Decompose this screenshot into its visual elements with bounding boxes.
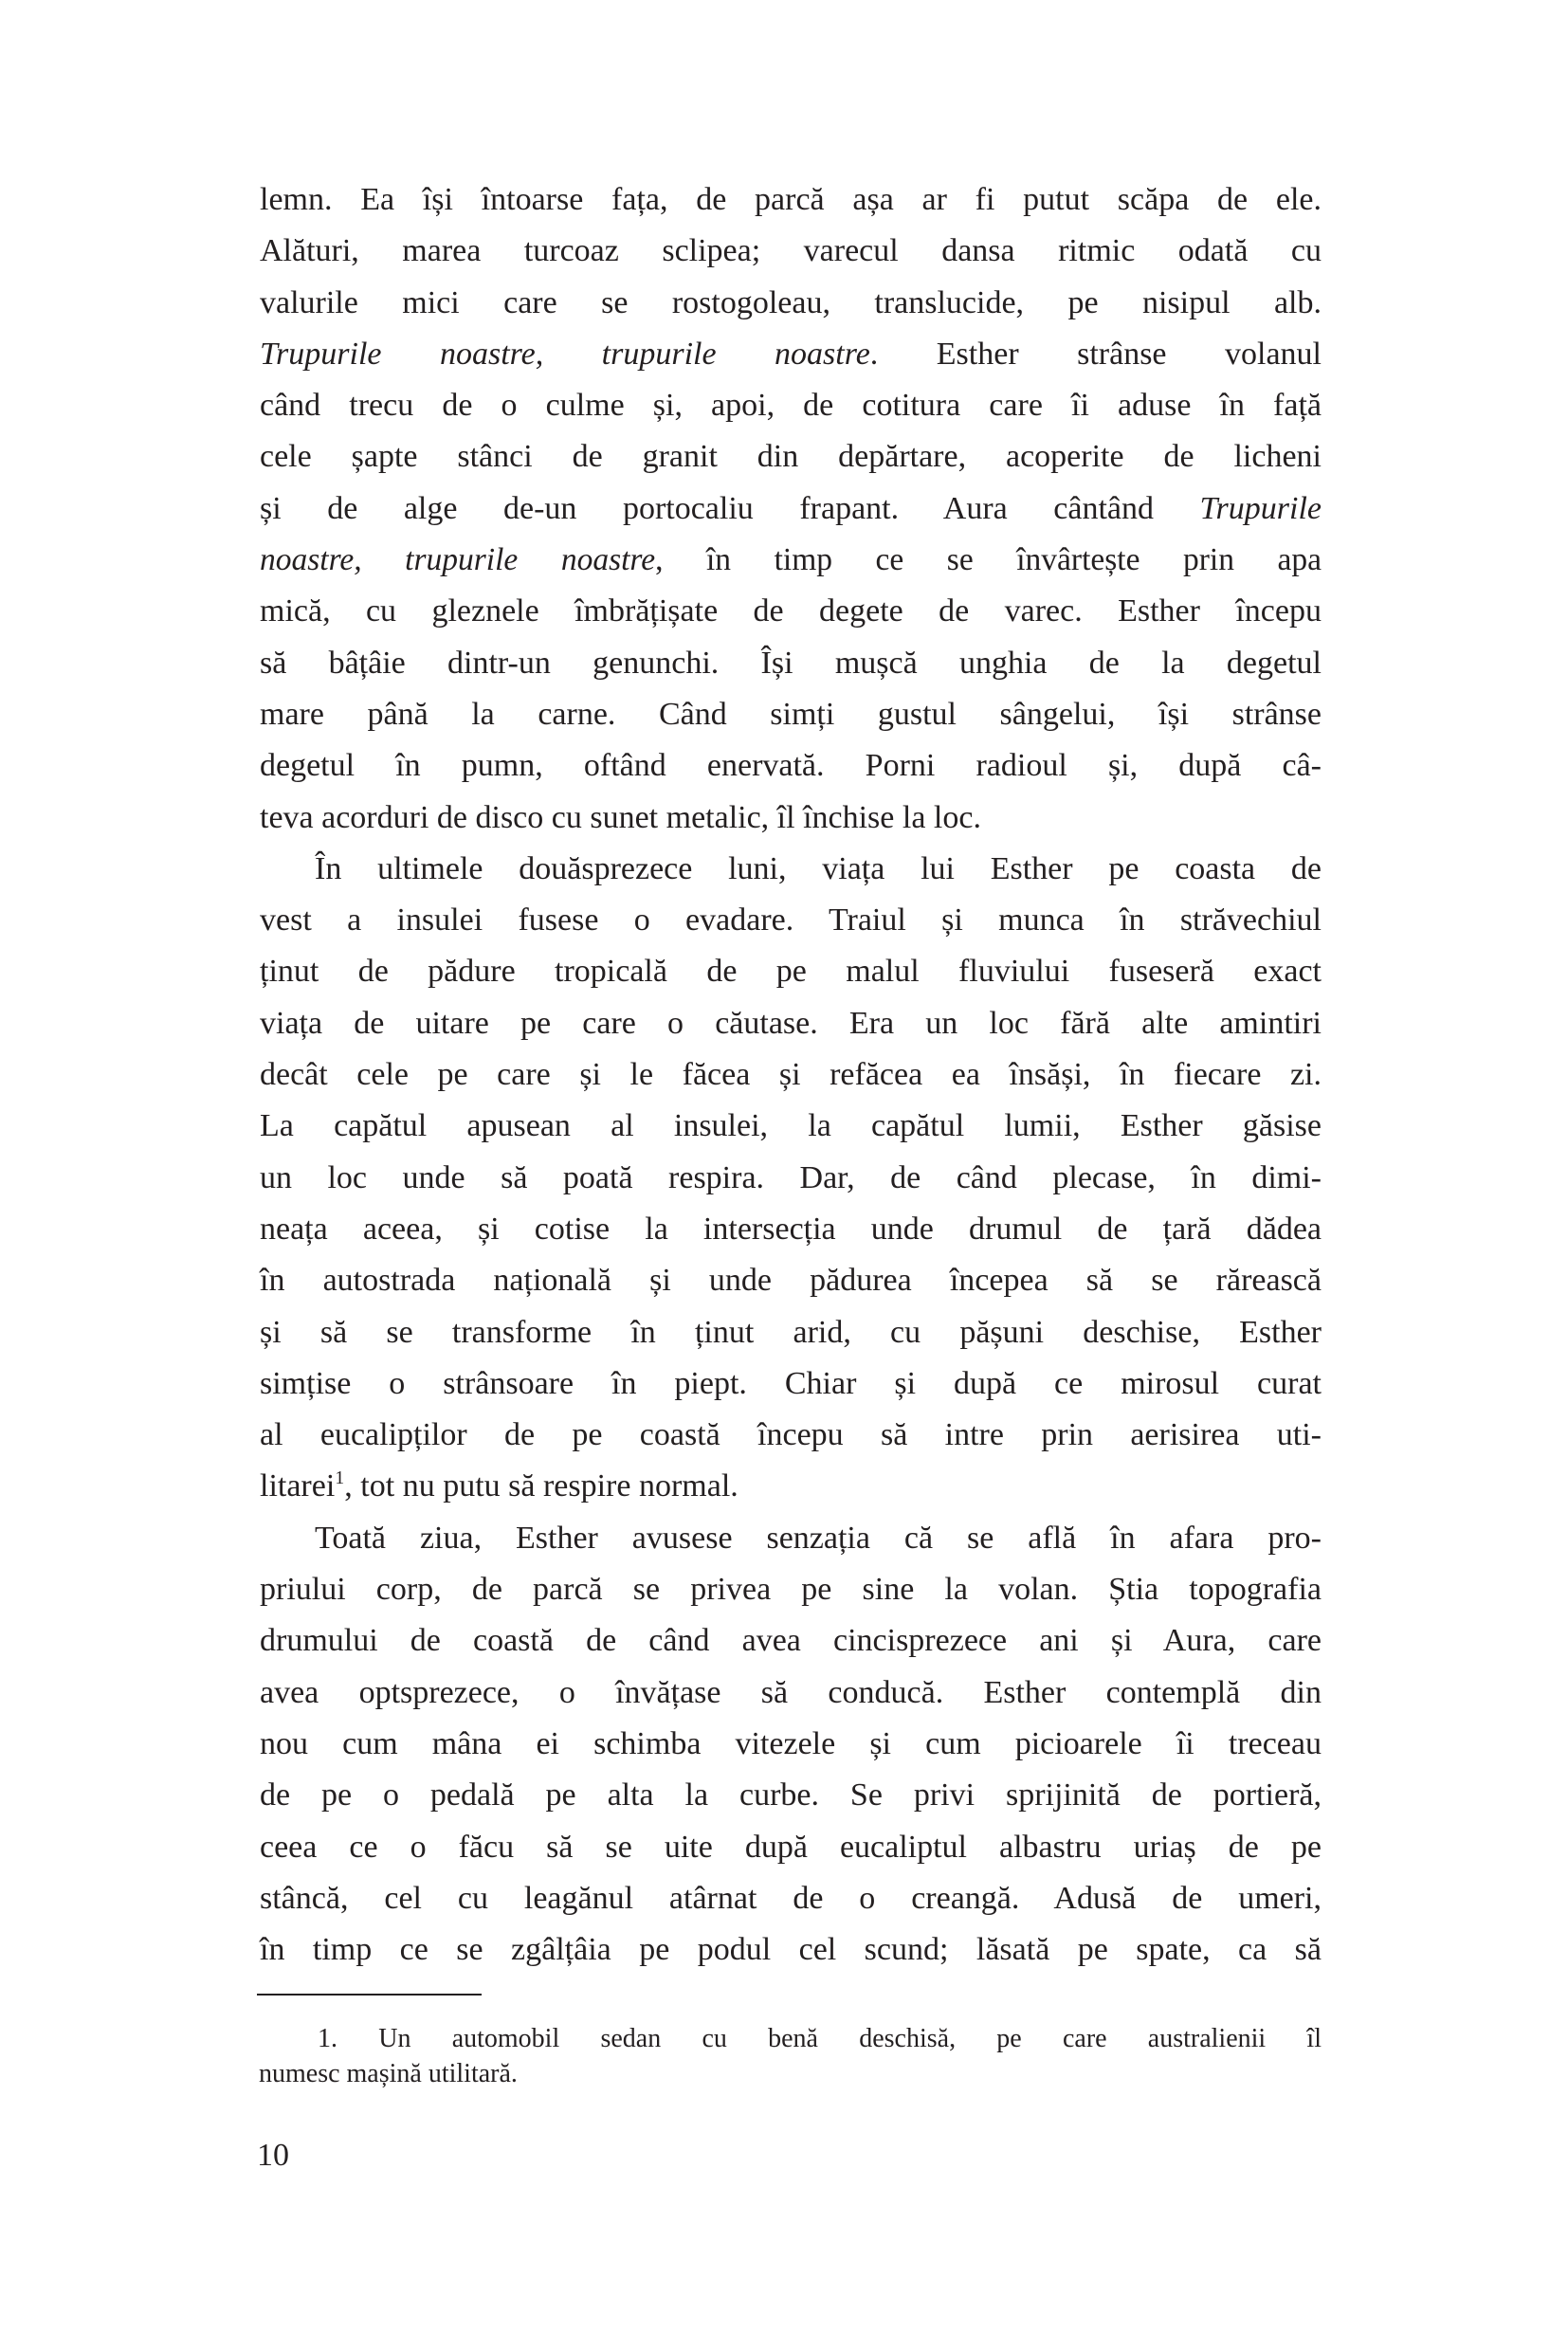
text-segment: stâncă, cel cu leagănul atârnat de o creangă. Adusă de umeri, <box>260 1880 1322 1916</box>
text-segment: când trecu de o culme și, apoi, de cotitura care îi aduse în față <box>260 388 1322 424</box>
text-line <box>260 535 1322 586</box>
text-segment: un loc unde să poată respira. Dar, de când plecase, în dimi- <box>260 1159 1322 1195</box>
paragraph <box>260 844 1322 1513</box>
footnote-reference[interactable]: 1 <box>335 1467 345 1489</box>
text-line <box>260 483 1322 535</box>
footnotes <box>259 2021 1322 2091</box>
text-segment: vest a insulei fusese o evadare. Traiul și munca în străvechiul <box>260 902 1322 939</box>
text-line <box>260 1204 1322 1255</box>
text-line <box>260 1255 1322 1306</box>
body-text <box>260 174 1322 1976</box>
text-line <box>260 1410 1322 1461</box>
text-line <box>260 1358 1322 1410</box>
footnote-separator <box>257 1994 482 1996</box>
text-line <box>260 1924 1322 1976</box>
text-line <box>260 1564 1322 1615</box>
text-segment: teva acorduri de disco cu sunet metalic, îl închise la loc. <box>260 799 981 835</box>
text-line <box>260 946 1322 997</box>
text-line <box>260 1153 1322 1204</box>
italic-text: Trupurile <box>1199 490 1322 526</box>
text-segment: decât cele pe care și le făcea și refăcea ea însăși, în fiecare zi. <box>260 1057 1322 1093</box>
text-line <box>260 998 1322 1049</box>
text-line <box>260 1461 1322 1512</box>
text-segment: simțise o strânsoare în piept. Chiar și după ce mirosul curat <box>260 1365 1322 1401</box>
italic-text: noastre, trupurile noastre <box>260 542 656 578</box>
text-line <box>260 226 1322 277</box>
text-segment: Alături, marea turcoaz sclipea; varecul dansa ritmic odată cu <box>260 233 1322 269</box>
text-segment: viața de uitare pe care o căutase. Era un loc fără alte amintiri <box>260 1005 1322 1041</box>
text-segment: neața aceea, și cotise la intersecția unde drumul de țară dădea <box>260 1211 1322 1247</box>
text-segment: , în timp ce se învârtește prin apa <box>655 542 1322 578</box>
text-line <box>260 844 1322 895</box>
text-segment: de pe o pedală pe alta la curbe. Se privi sprijinită de portieră, <box>260 1777 1322 1813</box>
text-line <box>260 740 1322 792</box>
text-segment: valurile mici care se rostogoleau, translucide, pe nisipul alb. <box>260 284 1322 320</box>
text-line <box>260 1822 1322 1873</box>
text-segment: drumului de coastă de când avea cincisprezece ani și Aura, care <box>260 1623 1322 1659</box>
text-line <box>260 1668 1322 1719</box>
text-segment: Toată ziua, Esther avusese senzația că se află în afara pro- <box>315 1520 1322 1556</box>
text-line <box>260 329 1322 380</box>
text-line <box>260 431 1322 483</box>
text-segment: ținut de pădure tropicală de pe malul fluviului fuseseră exact <box>260 954 1322 990</box>
text-segment: în autostrada națională și unde pădurea începea să se rărească <box>260 1263 1322 1299</box>
text-segment: al eucalipților de pe coastă începu să intre prin aerisirea uti- <box>260 1417 1322 1453</box>
text-line <box>260 1873 1322 1924</box>
text-segment: ceea ce o făcu să se uite după eucaliptul albastru uriaș de pe <box>260 1829 1322 1865</box>
text-line <box>260 174 1322 226</box>
text-segment: , tot nu putu să respire normal. <box>344 1468 738 1504</box>
text-line <box>260 1615 1322 1667</box>
footnote-line: numesc mașină utilitară. <box>259 2059 518 2088</box>
text-segment: mică, cu gleznele îmbrățișate de degete de varec. Esther începu <box>260 593 1322 629</box>
text-segment: litarei <box>260 1468 336 1504</box>
text-line <box>260 1049 1322 1101</box>
text-segment: lemn. Ea își întoarse fața, de parcă așa ar fi putut scăpa de ele. <box>260 182 1322 217</box>
text-line <box>260 278 1322 329</box>
text-line <box>260 1770 1322 1821</box>
footnote <box>259 2021 1322 2091</box>
text-line <box>260 380 1322 431</box>
text-line <box>260 895 1322 946</box>
text-segment: și de alge de-un portocaliu frapant. Aura cântând <box>260 490 1200 526</box>
text-segment: să bâțâie dintr-un genunchi. Își mușcă unghia de la degetul <box>260 645 1322 681</box>
text-segment: și să se transforme în ținut arid, cu pășuni deschise, Esther <box>260 1314 1322 1350</box>
text-segment: priului corp, de parcă se privea pe sine la volan. Știa topografia <box>260 1572 1322 1608</box>
text-segment: în timp ce se zgâlțâia pe podul cel scund; lăsată pe spate, ca să <box>260 1932 1322 1968</box>
text-line <box>260 1513 1322 1564</box>
text-line <box>260 638 1322 689</box>
text-segment: cele șapte stânci de granit din depărtare, acoperite de licheni <box>260 439 1322 475</box>
page-number: 10 <box>257 2138 289 2173</box>
footnote-line: 1. Un automobil sedan cu benă deschisă, pe care australienii îl <box>318 2024 1322 2053</box>
text-segment: La capătul apusean al insulei, la capătul lumii, Esther găsise <box>260 1108 1322 1144</box>
italic-text: Trupurile noastre, trupurile noastre <box>260 336 870 372</box>
text-segment: avea optsprezece, o învățase să conducă. Esther contemplă din <box>260 1674 1322 1710</box>
text-line <box>260 1101 1322 1152</box>
text-segment: degetul în pumn, oftând enervată. Porni radioul și, după câ- <box>260 748 1322 784</box>
paragraph <box>260 1513 1322 1977</box>
text-line <box>260 1307 1322 1358</box>
text-segment: . Esther strânse volanul <box>869 336 1322 372</box>
paragraph <box>260 174 1322 844</box>
text-line <box>260 586 1322 637</box>
text-segment: mare până la carne. Când simți gustul sângelui, își strânse <box>260 696 1322 732</box>
text-line <box>260 793 1322 844</box>
text-segment: nou cum mâna ei schimba vitezele și cum picioarele îi treceau <box>260 1725 1322 1761</box>
text-line <box>260 1719 1322 1770</box>
text-segment: În ultimele douăsprezece luni, viața lui Esther pe coasta de <box>315 850 1322 886</box>
text-line <box>260 689 1322 740</box>
